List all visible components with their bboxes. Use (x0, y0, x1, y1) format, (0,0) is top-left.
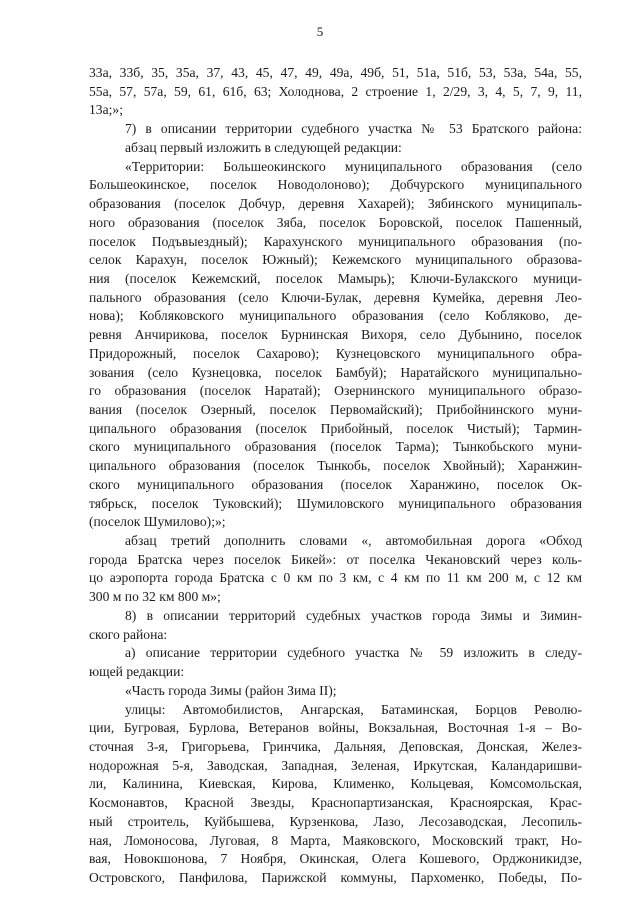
text-line: Большеокинское, поселок Новодолоново); Добчурского муниципального (89, 177, 582, 193)
text-line: ции, Бугровая, Бурлова, Ветеранов войны, Вокзальная, Восточная 1-я – Во- (89, 720, 582, 736)
text-line: ния (поселок Кежемский, поселок Мамырь); Ключи-Булакского муници- (89, 270, 582, 286)
text-line: ского муниципального образования (поселок Тарма); Тынкобьского муни- (89, 439, 582, 455)
text-line: образования (поселок Добчур, деревня Хахарей); Зябинского муниципаль- (89, 196, 582, 211)
text-line: Придорожный, поселок Сахарово); Кузнецовского муниципального обра- (89, 345, 582, 361)
text-line: Космонавтов, Красной Звезды, Краснопартизанская, Красноярская, Крас- (89, 795, 582, 811)
text-line: ная, Ломоносова, Луговая, 8 Марта, Маяковского, Московский тракт, Но- (89, 832, 582, 848)
text-line: 7) в описании территории судебного участка № 53 Братского района: (125, 121, 582, 137)
text-line: улицы: Автомобилистов, Ангарская, Батаминская, Борцов Револю- (125, 701, 582, 717)
text-line: «Часть города Зимы (район Зима II); (125, 682, 337, 698)
text-line: ный строитель, Куйбышева, Курзенкова, Лазо, Лесозаводская, Лесопиль- (89, 813, 582, 829)
text-line: тябрьск, поселок Туковский); Шумиловского муниципального образования (89, 495, 582, 511)
text-line: «Территории: Большеокинского муниципального образования (село (125, 158, 582, 174)
text-line: сточная 3-я, Григорьева, Гринчика, Дальняя, Деповская, Донская, Желез- (89, 738, 582, 754)
text-line: ревня Анчирикова, поселок Бурнинская Вихоря, село Дубынино, поселок (89, 327, 582, 343)
text-line: ского района: (89, 626, 168, 642)
text-line: а) описание территории судебного участка № 59 изложить в следу- (125, 645, 582, 661)
text-line: абзац третий дополнить словами «, автомобильная дорога «Обход (125, 533, 582, 548)
text-line: зования (село Кузнецовка, поселок Бамбуй); Наратайского муниципально- (89, 364, 582, 380)
text-line: 300 м по 32 км 800 м»; (89, 589, 221, 605)
text-line: ципального образования (поселок Прибойный, поселок Чистый); Тармин- (89, 420, 582, 436)
text-line: Островского, Панфилова, Парижской коммуны, Пархоменко, Победы, По- (89, 870, 582, 885)
text-line: 33а, 33б, 35, 35а, 37, 43, 45, 47, 49, 49а, 49б, 51, 51а, 51б, 53, 53а, 54а, 55, (89, 65, 582, 80)
text-line: цо аэропорта города Братска с 0 км по 3 км, с 4 км по 11 км 200 м, с 12 км (89, 570, 582, 586)
text-line: ли, Калинина, Киевская, Кирова, Клименко, Кольцевая, Комсомольская, (89, 776, 582, 792)
text-line: (поселок Шумилово);»; (89, 514, 226, 530)
text-line: 13а;»; (89, 102, 123, 118)
text-line: 8) в описании территорий судебных участков города Зимы и Зимин- (125, 607, 582, 623)
text-line: поселок Подъвыездный); Карахунского муниципального образования (по- (89, 233, 582, 249)
text-line: ского муниципального образования (поселок Харанжино, поселок Ок- (89, 476, 582, 492)
text-line: вая, Новокшонова, 7 Ноября, Окинская, Олега Кошевого, Орджоникидзе, (89, 851, 582, 867)
text-line: пального образования (село Ключи-Булак, деревня Кумейка, деревня Лео- (89, 289, 582, 305)
text-line: нова); Кобляковского муниципального образования (село Кобляково, де- (89, 308, 582, 324)
text-line: вания (поселок Озерный, поселок Первомайский); Прибойнинского муни- (89, 402, 582, 417)
text-line: абзац первый изложить в следующей редакции: (125, 139, 402, 155)
text-line: нодорожная 5-я, Заводская, Западная, Зеленая, Иркутская, Каландаришви- (89, 757, 582, 773)
text-line: города Братска через поселок Бикей»: от поселка Чекановский через коль- (89, 551, 582, 567)
page-number: 5 (316, 24, 324, 39)
text-line: ципального образования (поселок Тынкобь, поселок Хвойный); Харанжин- (89, 458, 582, 474)
text-line: го образования (поселок Наратай); Озернинского муниципального образо- (89, 383, 582, 399)
text-line: селок Карахун, поселок Южный); Кежемского муниципального образова- (89, 252, 582, 268)
text-line: ного образования (поселок Зяба, поселок Боровской, поселок Пашенный, (89, 214, 582, 230)
text-line: 55а, 57, 57а, 59, 61, 61б, 63; Холоднова, 2 строение 1, 2/29, 3, 4, 5, 7, 9, 11, (89, 83, 582, 99)
text-line: ющей редакции: (89, 664, 185, 679)
